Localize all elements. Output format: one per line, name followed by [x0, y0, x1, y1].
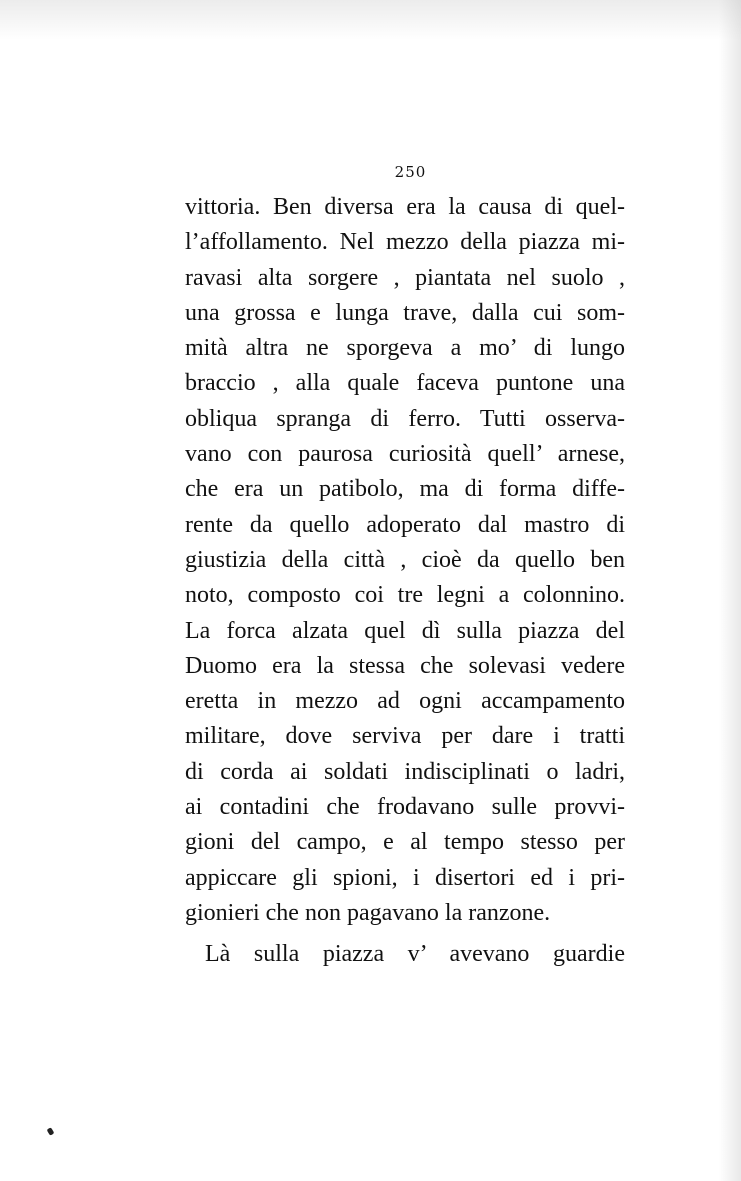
text-line: vano con paurosa curiosità quell’ arnese, [185, 441, 625, 468]
text-line: l’affollamento. Nel mezzo della piazza mi- [185, 229, 625, 256]
text-line: ai contadini che frodavano sulle provvi- [185, 794, 625, 821]
text-line-paragraph-start: Là sulla piazza v’ avevano guardie [205, 941, 625, 968]
text-line: che era un patibolo, ma di forma diffe- [185, 476, 625, 503]
text-line: appiccare gli spioni, i disertori ed i pri- [185, 864, 625, 891]
text-line: La forca alzata quel dì sulla piazza del [185, 617, 625, 644]
text-line: una grossa e lunga trave, dalla cui som- [185, 299, 625, 326]
scan-speck [47, 1127, 55, 1136]
body-text [185, 190, 625, 973]
text-line: di corda ai soldati indisciplinati o ladri, [185, 758, 625, 785]
text-line: eretta in mezzo ad ogni accampamento [185, 688, 625, 715]
text-line: braccio , alla quale faceva puntone una [185, 370, 625, 397]
text-line: ravasi alta sorgere , piantata nel suolo , [185, 264, 625, 291]
text-line: gioni del campo, e al tempo stesso per [185, 829, 625, 856]
text-line-paragraph-end: gionieri che non pagavano la ranzone. [185, 899, 551, 926]
scan-shadow-top [0, 0, 741, 40]
text-line: noto, composto coi tre legni a colonnino. [185, 582, 625, 609]
text-line: vittoria. Ben diversa era la causa di quel- [185, 194, 625, 220]
page-number: 250 [394, 163, 427, 181]
text-line: obliqua spranga di ferro. Tutti osserva- [185, 405, 625, 432]
text-line: giustizia della città , cioè da quello ben [185, 546, 625, 573]
text-line: militare, dove serviva per dare i tratti [185, 723, 625, 750]
text-line: rente da quello adoperato dal mastro di [185, 511, 625, 538]
text-line: Duomo era la stessa che solevasi vedere [185, 652, 625, 679]
text-line: mità altra ne sporgeva a mo’ di lungo [185, 335, 625, 362]
